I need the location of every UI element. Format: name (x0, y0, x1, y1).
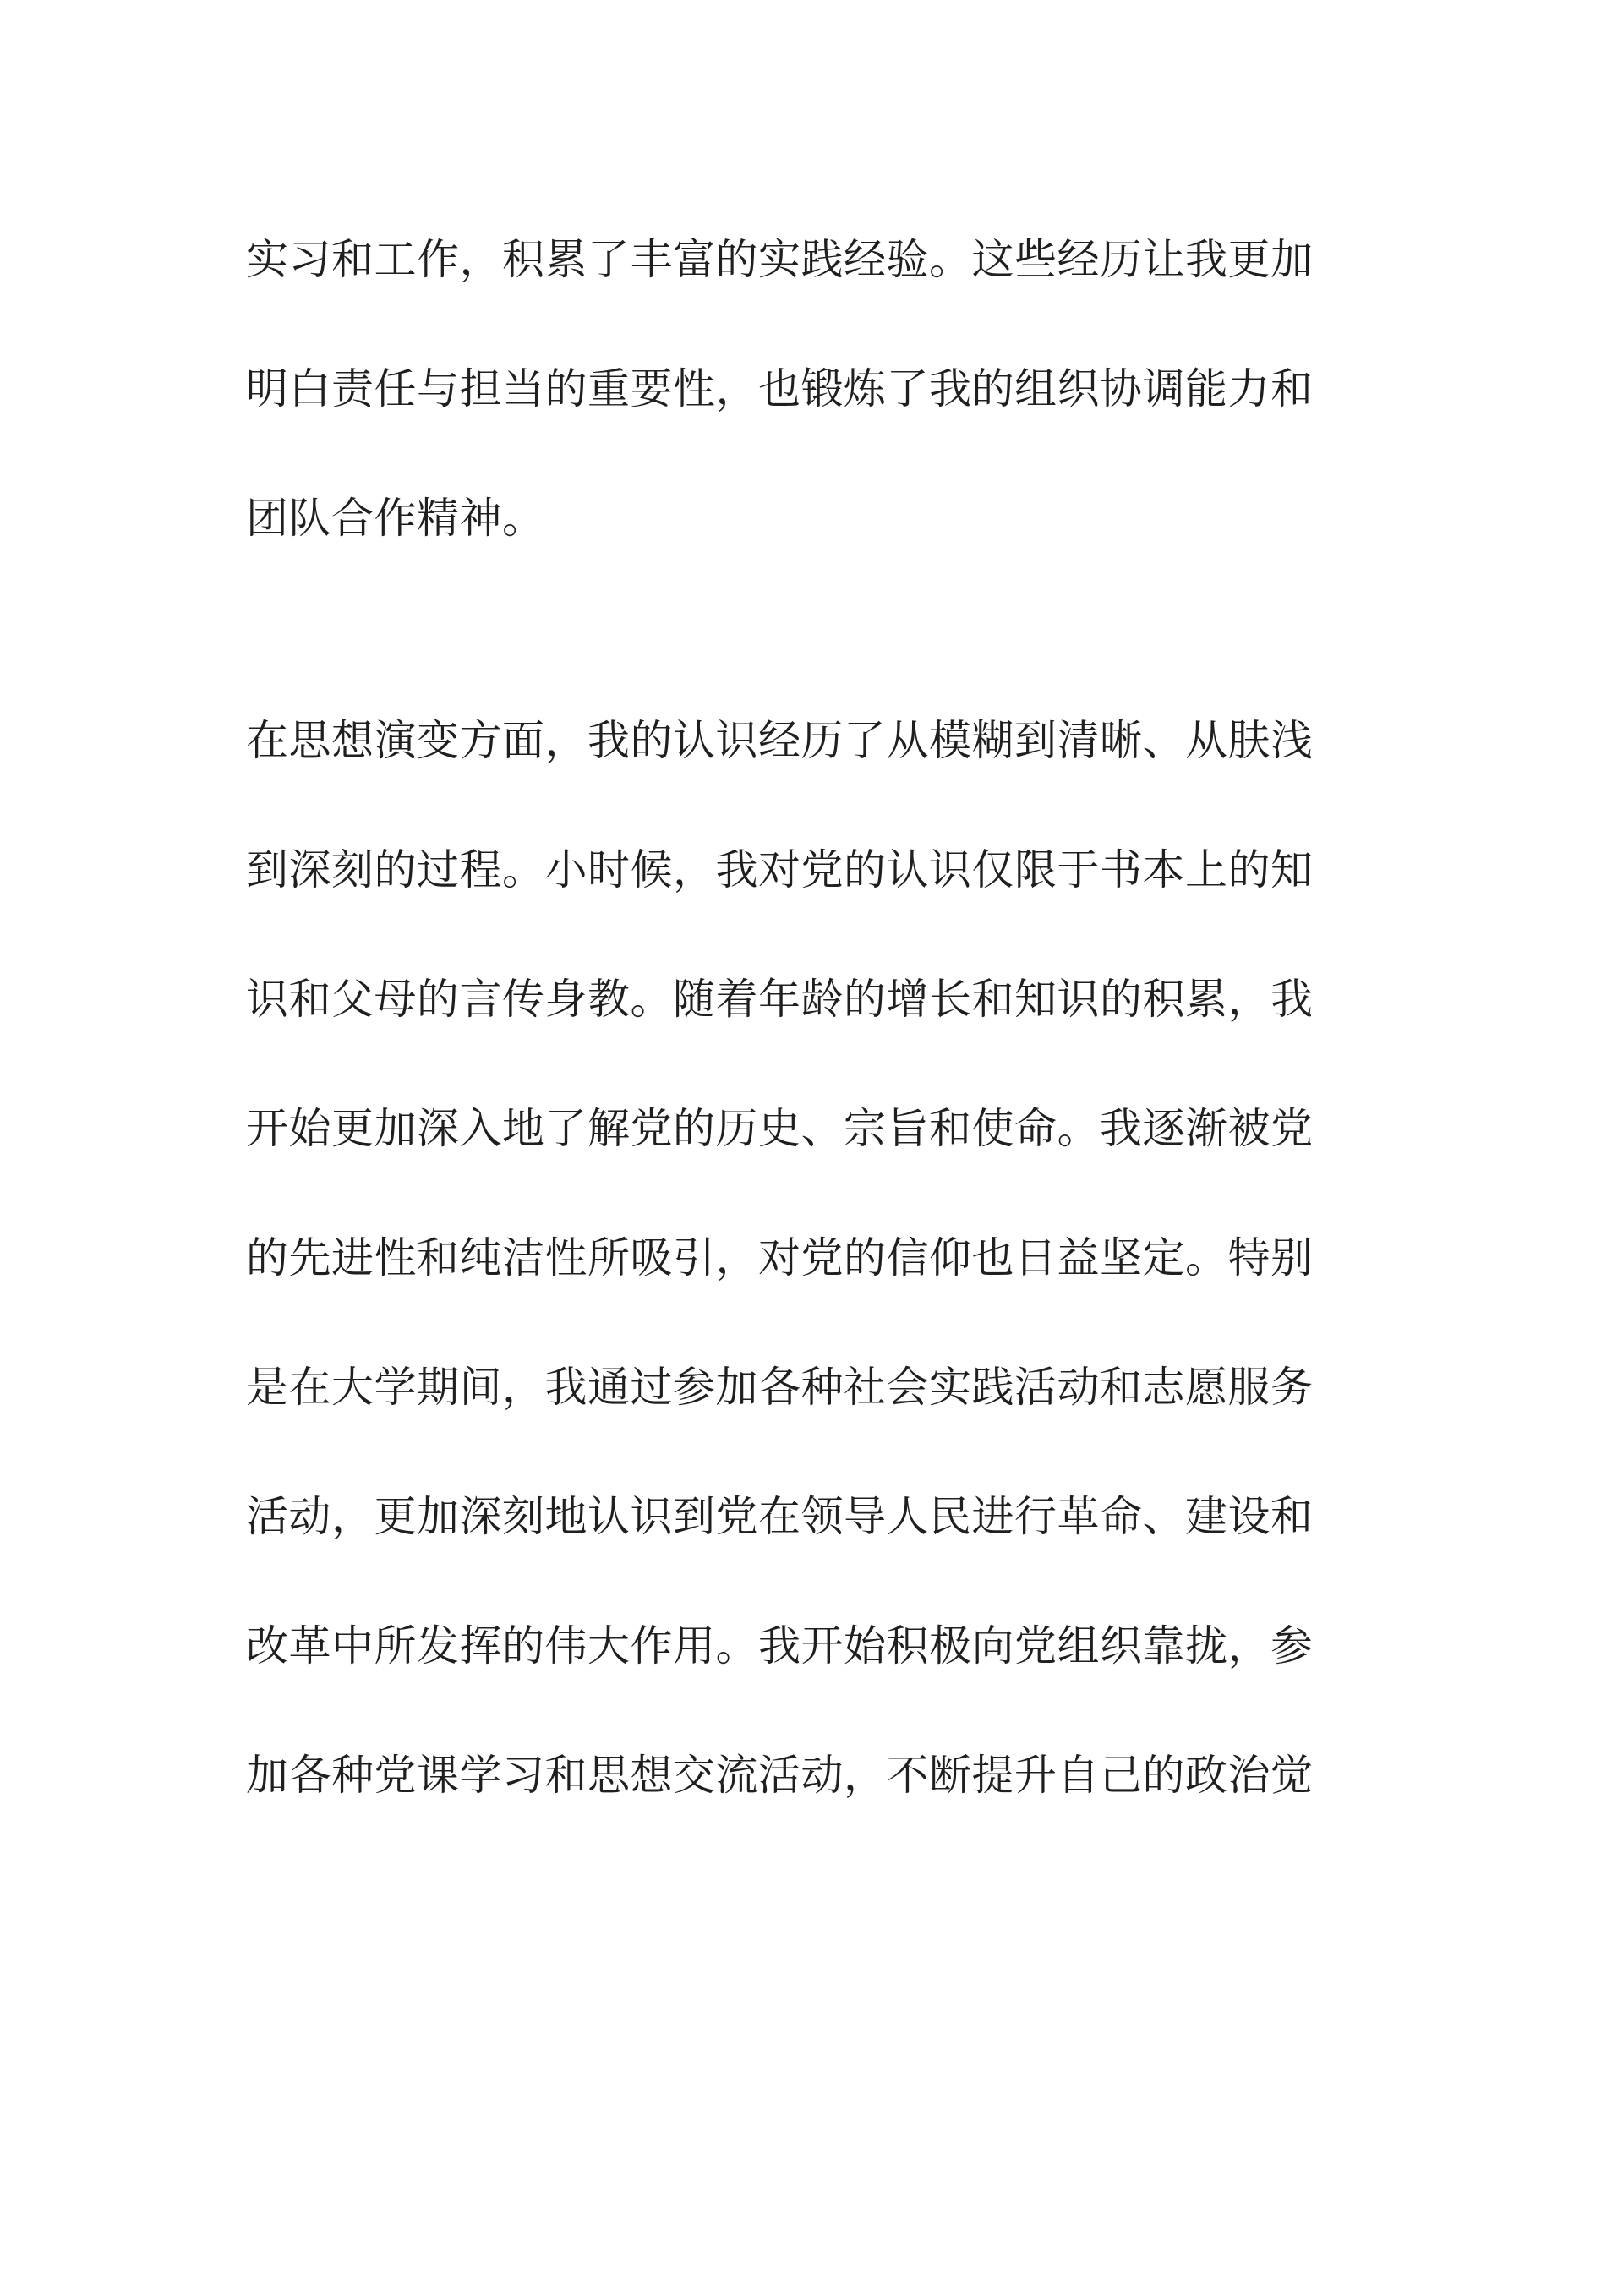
document-body (246, 213, 1379, 1822)
paragraph-2 (246, 694, 1379, 1822)
text-line: 明白责任与担当的重要性，也锻炼了我的组织协调能力和 (246, 364, 1314, 413)
text-line: 在思想演变方面，我的认识经历了从模糊到清晰、从肤浅 (246, 716, 1314, 765)
text-line: 改革中所发挥的伟大作用。我开始积极向党组织靠拢，参 (246, 1621, 1314, 1670)
text-line: 的先进性和纯洁性所吸引，对党的信仰也日益坚定。特别 (246, 1233, 1314, 1282)
text-line: 开始更加深入地了解党的历史、宗旨和使命。我逐渐被党 (246, 1104, 1314, 1153)
paragraph-1 (246, 213, 1379, 565)
text-line: 团队合作精神。 (246, 494, 545, 543)
text-line: 实习和工作，积累了丰富的实践经验。这些经历让我更加 (246, 235, 1314, 284)
text-line: 是在大学期间，我通过参加各种社会实践活动和志愿服务 (246, 1363, 1314, 1412)
text-line: 加各种党课学习和思想交流活动，不断提升自己的政治觉 (246, 1751, 1314, 1800)
text-line: 活动，更加深刻地认识到党在领导人民进行革命、建设和 (246, 1492, 1314, 1541)
text-line: 识和父母的言传身教。随着年龄的增长和知识的积累，我 (246, 975, 1314, 1024)
text-line: 到深刻的过程。小时候，我对党的认识仅限于书本上的知 (246, 845, 1314, 894)
